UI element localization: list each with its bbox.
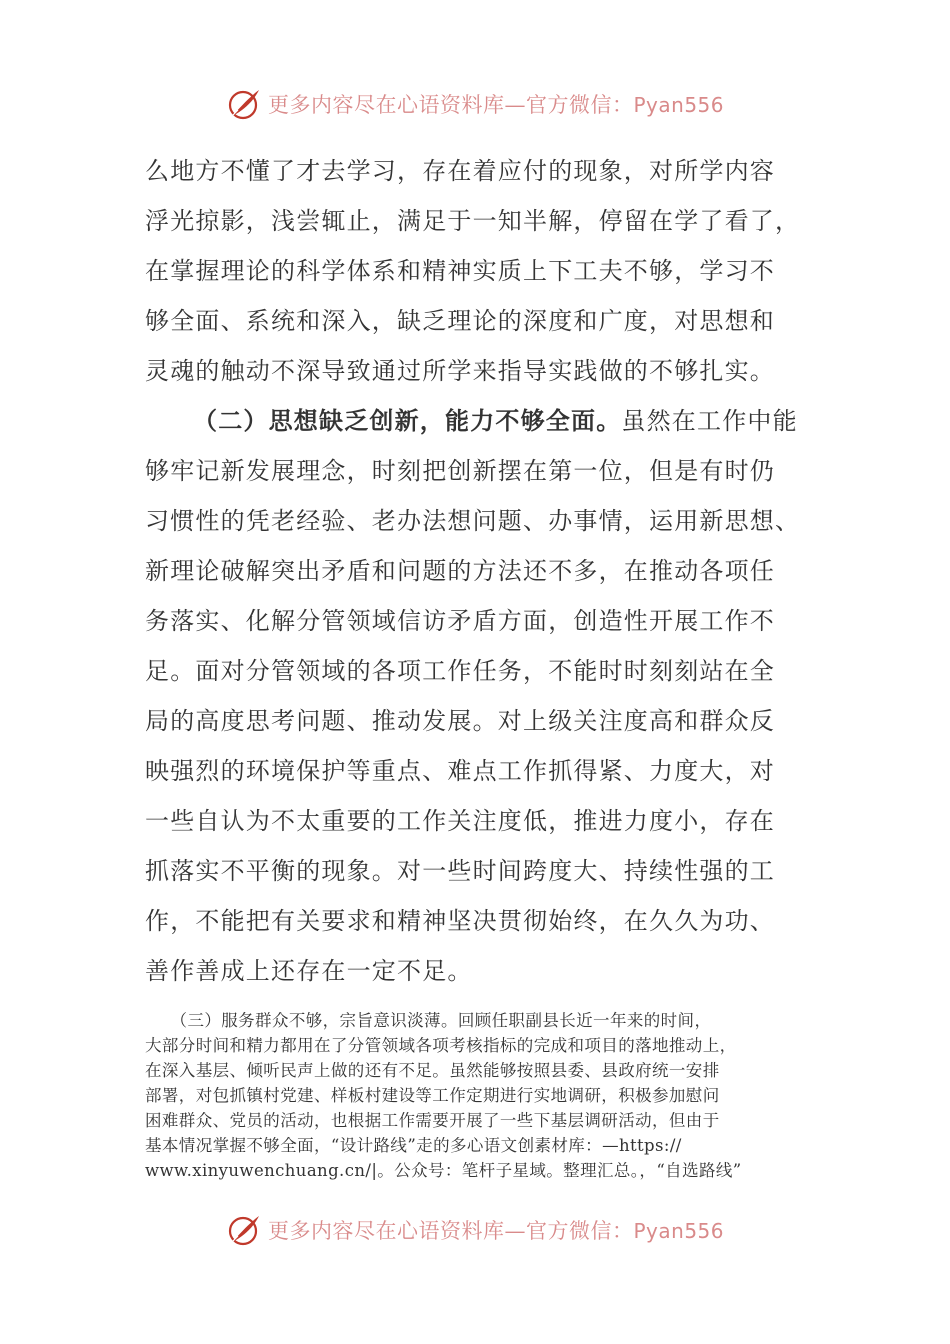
text-line: 作，不能把有关要求和精神坚决贯彻始终，在久久为功、 <box>145 907 775 935</box>
text-line: 大部分时间和精力都用在了分管领域各项考核指标的完成和项目的落地推动上， <box>145 1036 737 1055</box>
text-line: 映强烈的环境保护等重点、难点工作抓得紧、力度大，对 <box>145 757 775 785</box>
text-line: 抓落实不平衡的现象。对一些时间跨度大、持续性强的工 <box>145 857 775 885</box>
text-line: www.xinyuwenchuang.cn/|。公众号：笔杆子星域。整理汇总。，“自选路线” <box>145 1161 742 1180</box>
paragraph-3 <box>145 1008 805 1183</box>
feather-pen-logo-icon <box>226 86 262 122</box>
text-line: 浮光掠影，浅尝辄止，满足于一知半解，停留在学了看了， <box>145 207 801 235</box>
section-heading: （二）思想缺乏创新，能力不够全面。 <box>193 406 622 435</box>
text-line: 局的高度思考问题、推动发展。对上级关注度高和群众反 <box>145 707 775 735</box>
text-line: 基本情况掌握不够全面，“设计路线”走的多心语文创素材库：—https:// <box>145 1136 682 1155</box>
text-line: 新理论破解突出矛盾和问题的方法还不多，在推动各项任 <box>145 557 775 585</box>
text-line: 够牢记新发展理念，时刻把创新摆在第一位，但是有时仍 <box>145 457 775 485</box>
text-line: 么地方不懂了才去学习，存在着应付的现象，对所学内容 <box>145 157 775 185</box>
text-line: 一些自认为不太重要的工作关注度低，推进力度小，存在 <box>145 807 775 835</box>
text-line: 在掌握理论的科学体系和精神实质上下工夫不够，学习不 <box>145 257 775 285</box>
text-line: 习惯性的凭老经验、老办法想问题、办事情，运用新思想、 <box>145 507 801 535</box>
banner-text: 更多内容尽在心语资料库—官方微信：Pyan556 <box>267 1219 724 1243</box>
paragraph-1 <box>145 146 805 396</box>
text-line: 困难群众、党员的活动，也根据工作需要开展了一些下基层调研活动，但由于 <box>145 1111 720 1130</box>
text-line: 善作善成上还存在一定不足。 <box>145 957 473 985</box>
text-line: 灵魂的触动不深导致通过所学来指导实践做的不够扎实。 <box>145 357 775 385</box>
text-line: （三）服务群众不够，宗旨意识淡薄。回顾任职副县长近一年来的时间， <box>145 1011 712 1030</box>
text-line: 在深入基层、倾听民声上做的还有不足。虽然能够按照县委、县政府统一安排 <box>145 1061 720 1080</box>
banner-text: 更多内容尽在心语资料库—官方微信：Pyan556 <box>267 93 724 117</box>
text-line: 务落实、化解分管领域信访矛盾方面，创造性开展工作不 <box>145 607 775 635</box>
feather-pen-logo-icon <box>226 1212 262 1248</box>
text-line: 足。面对分管领域的各项工作任务，不能时时刻刻站在全 <box>145 657 775 685</box>
text-line: 够全面、系统和深入，缺乏理论的深度和广度，对思想和 <box>145 307 775 335</box>
text-line: 部署，对包抓镇村党建、样板村建设等工作定期进行实地调研，积极参加慰问 <box>145 1086 720 1105</box>
document-body <box>145 146 805 996</box>
paragraph-2 <box>145 396 805 996</box>
text-line: （二）思想缺乏创新，能力不够全面。虽然在工作中能 <box>193 406 798 435</box>
header-banner <box>0 84 950 124</box>
footer-banner <box>0 1210 950 1250</box>
